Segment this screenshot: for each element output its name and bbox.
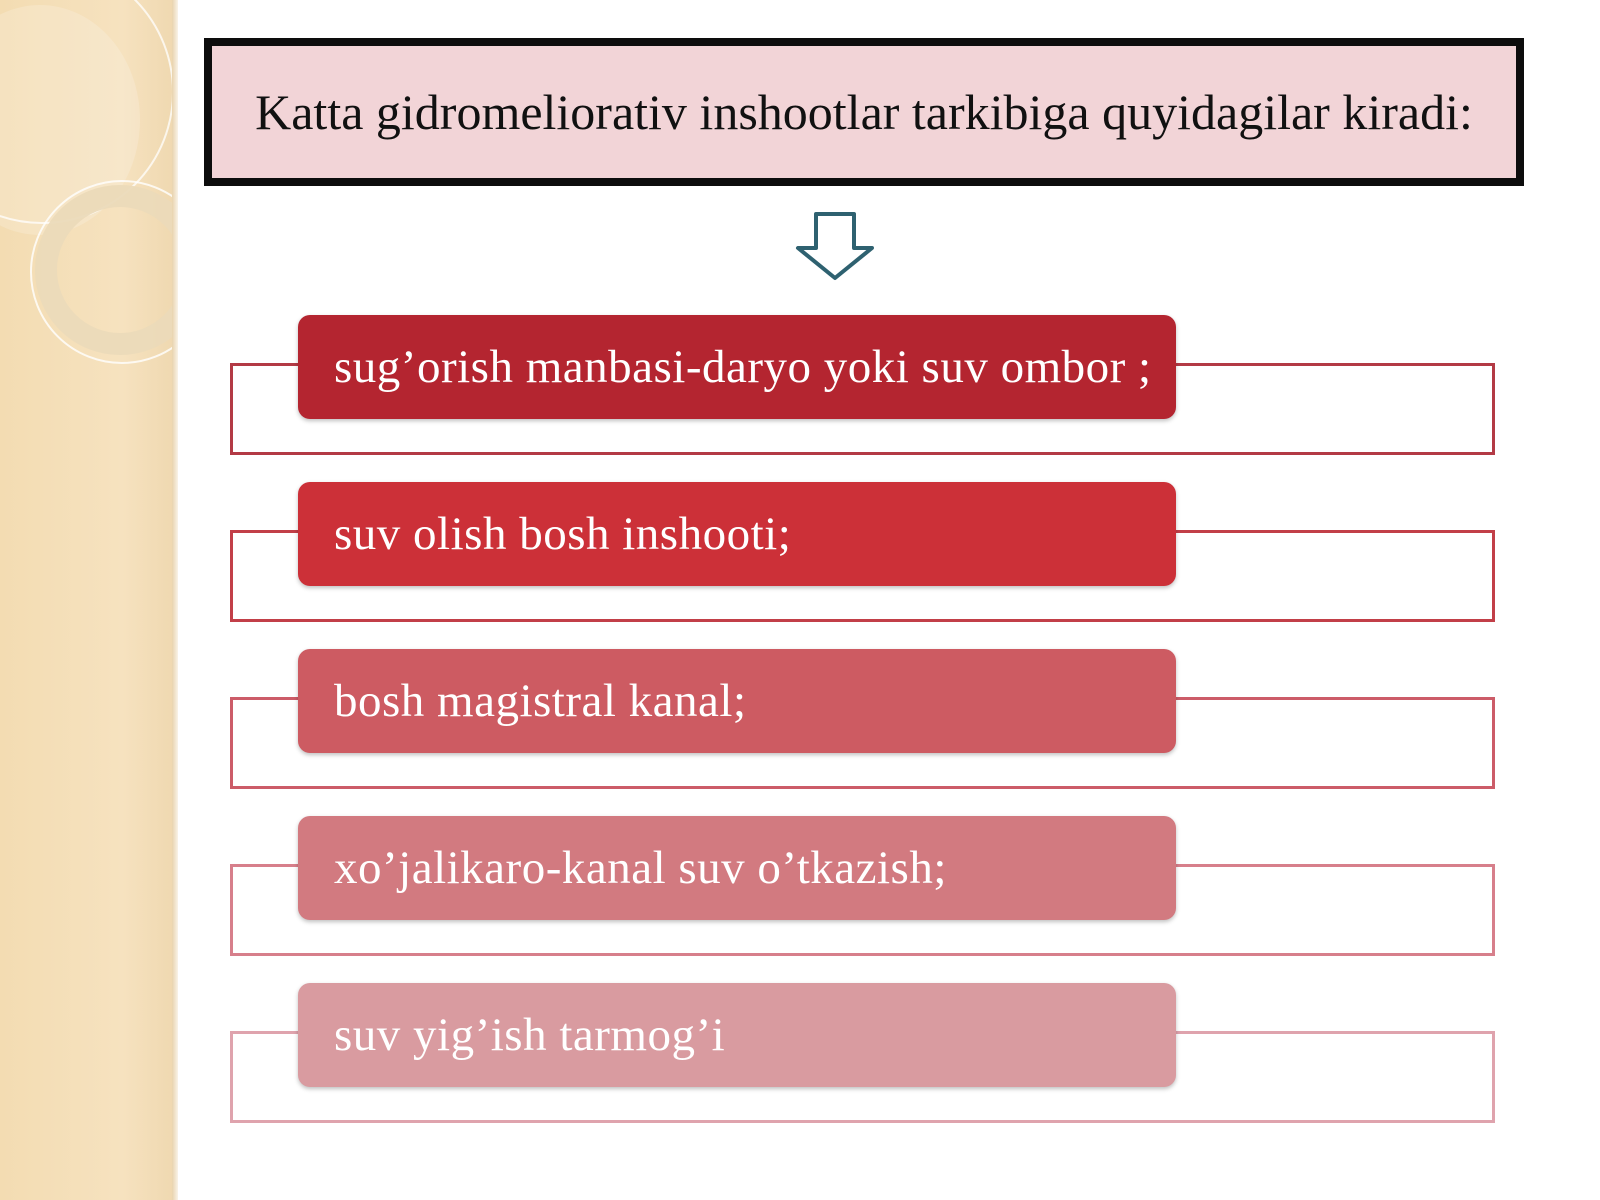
- list-item: [0, 983, 1600, 1133]
- list-item: [0, 315, 1600, 465]
- item-pill: [298, 649, 1176, 753]
- item-label: suv yig’ish tarmog’i: [334, 1009, 726, 1061]
- list-item: [0, 816, 1600, 966]
- item-pill: [298, 315, 1176, 419]
- item-label: suv olish bosh inshooti;: [334, 508, 792, 560]
- item-label: sug’orish manbasi-daryo yoki suv ombor ;: [334, 341, 1152, 393]
- item-pill: [298, 816, 1176, 920]
- list-item: [0, 482, 1600, 632]
- item-pill: [298, 482, 1176, 586]
- slide-title: Katta gidromeliorativ inshootlar tarkibiga quyidagilar kiradi:: [255, 83, 1473, 140]
- item-label: bosh magistral kanal;: [334, 675, 747, 727]
- item-label: xo’jalikaro-kanal suv o’tkazish;: [334, 842, 947, 894]
- down-arrow-icon: [794, 212, 876, 282]
- list-item: [0, 649, 1600, 799]
- title-box: [204, 38, 1524, 186]
- item-pill: [298, 983, 1176, 1087]
